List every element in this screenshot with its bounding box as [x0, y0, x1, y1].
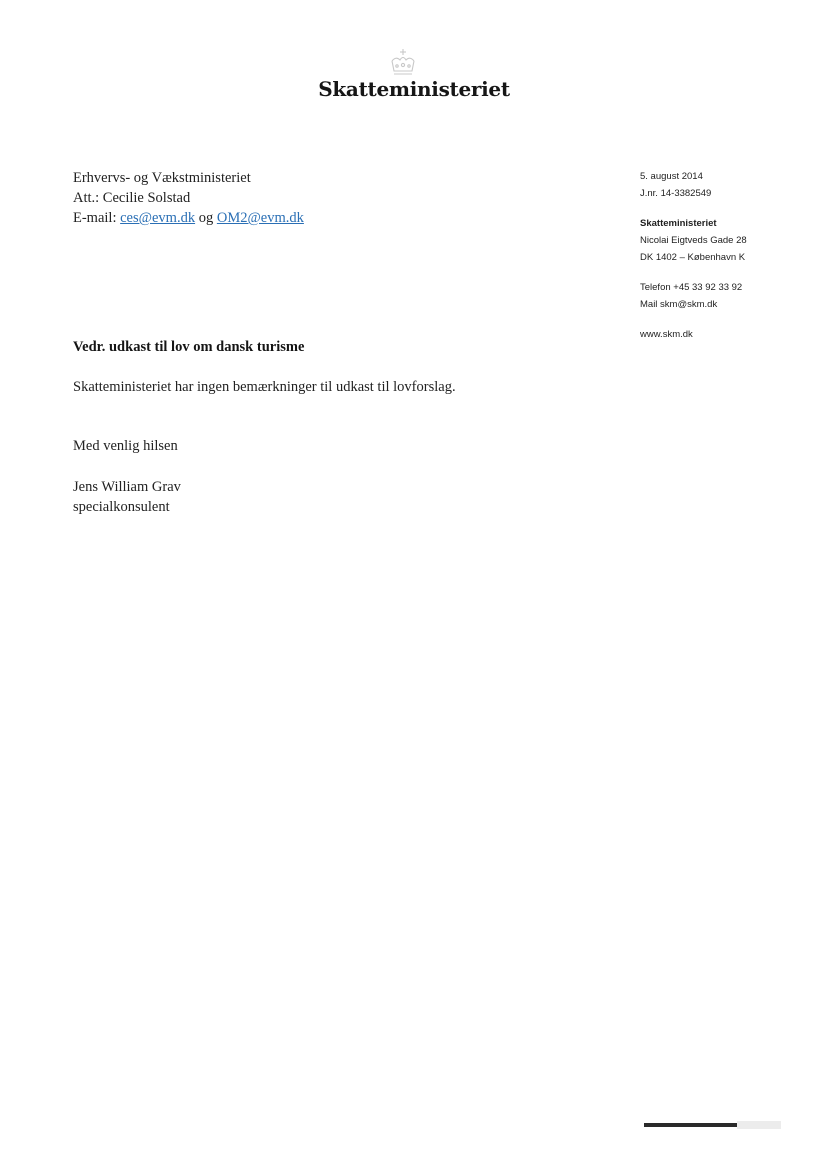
letter-date: 5. august 2014: [640, 171, 703, 182]
email-link-om2[interactable]: OM2@evm.dk: [216, 210, 304, 226]
crown-icon: [387, 48, 419, 78]
letter-greeting: Med venlig hilsen: [73, 438, 178, 454]
signer-name: Jens William Grav: [73, 479, 181, 495]
sender-mail: Mail skm@skm.dk: [640, 299, 718, 310]
email-link-ces[interactable]: ces@evm.dk: [120, 210, 196, 226]
email-joiner: og: [195, 210, 217, 226]
scan-artifact-bar: [644, 1121, 781, 1129]
journal-number: J.nr. 14-3382549: [640, 188, 712, 199]
recipient-email-line: [73, 208, 304, 228]
sender-organisation: Skatteministeriet: [640, 218, 717, 229]
recipient-address-block: [73, 168, 304, 228]
letter-subject: Vedr. udkast til lov om dansk turisme: [73, 339, 305, 355]
recipient-organisation: Erhvervs- og Vækstministeriet: [73, 170, 251, 186]
recipient-attention: Att.: Cecilie Solstad: [73, 190, 191, 206]
sender-info-column: [640, 168, 747, 343]
email-prefix: E-mail:: [73, 210, 121, 226]
sender-street: Nicolai Eigtveds Gade 28: [640, 235, 747, 246]
sender-phone: Telefon +45 33 92 33 92: [640, 282, 743, 293]
signature-block: [73, 477, 181, 517]
sender-website: www.skm.dk: [640, 329, 693, 340]
signer-title: specialkonsulent: [73, 499, 170, 515]
ministry-wordmark: Skatteministeriet: [318, 77, 510, 101]
letter-body: Skatteministeriet har ingen bemærkninger til udkast til lovforslag.: [73, 379, 456, 395]
sender-city: DK 1402 – København K: [640, 252, 746, 263]
